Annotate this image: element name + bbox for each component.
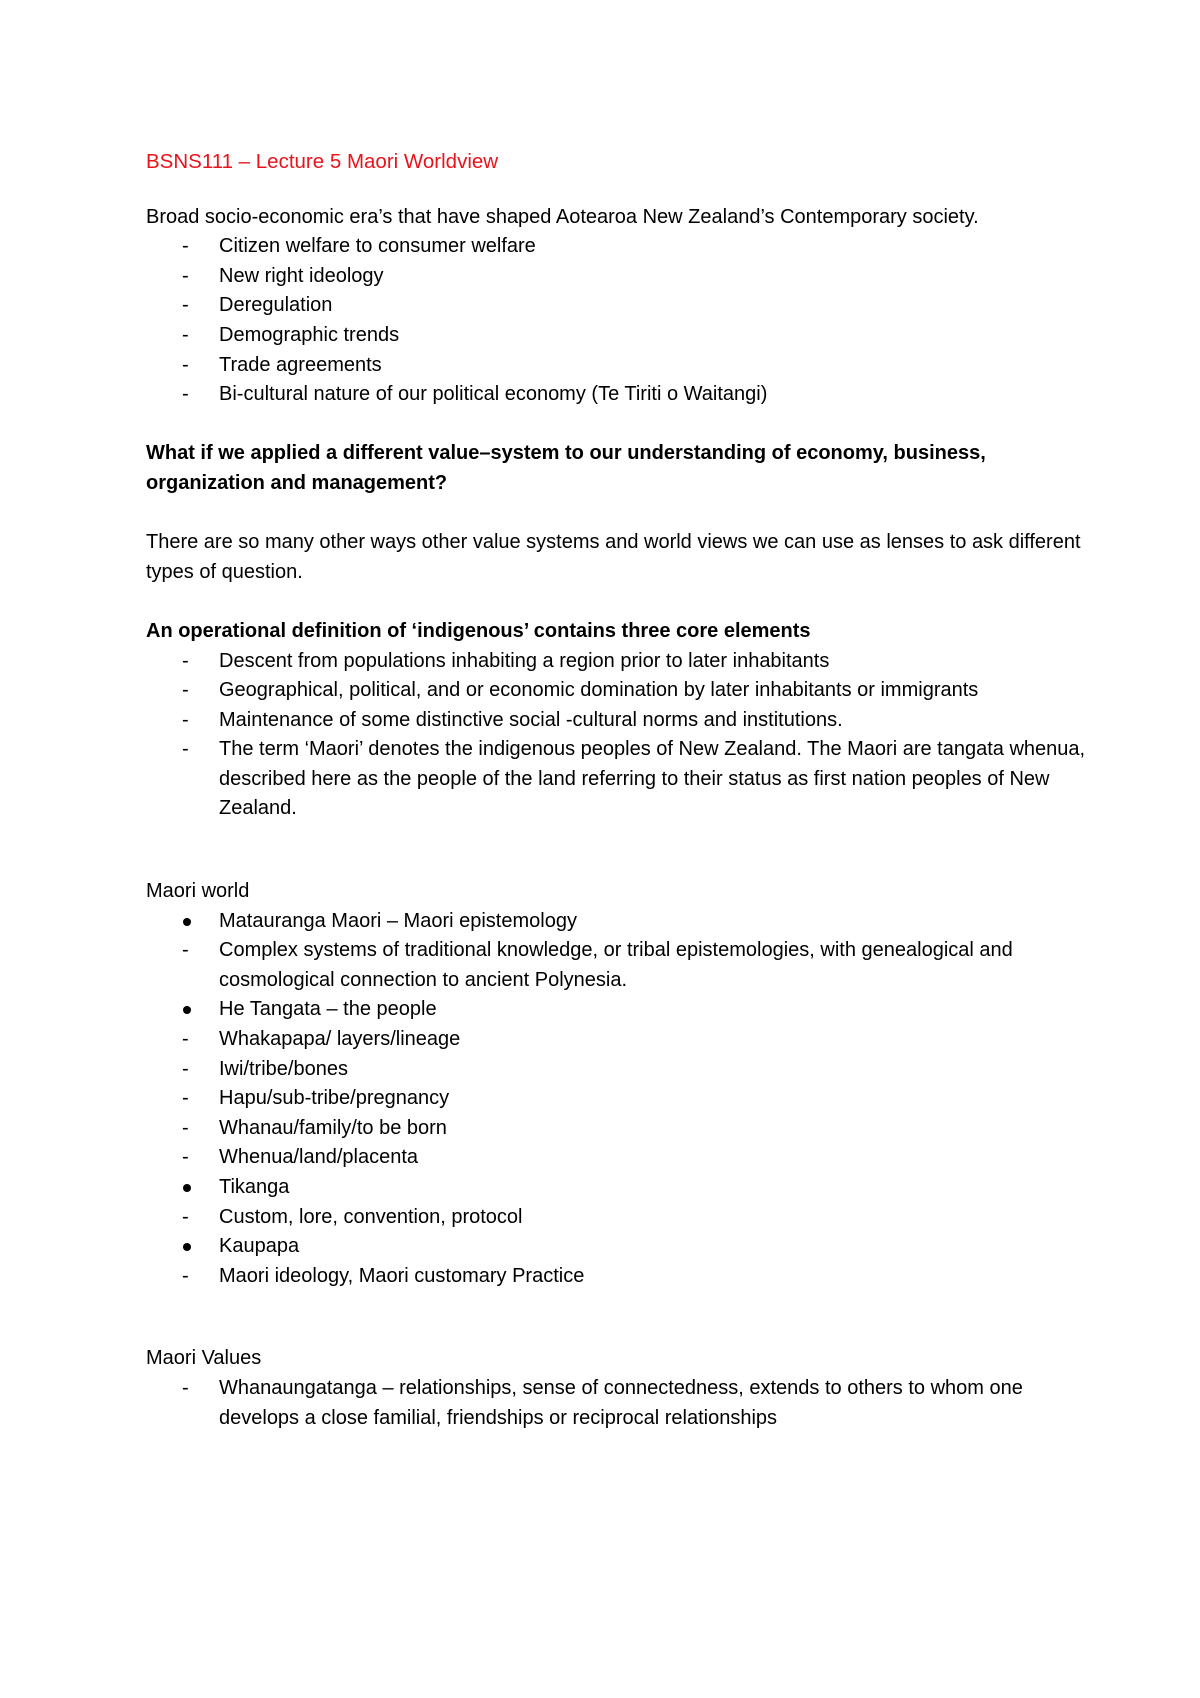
dash-marker: - bbox=[182, 708, 189, 731]
list-item: - Whanaungatanga – relationships, sense of connectedness, extends to others to whom one develops a close familial, friendships or reciprocal relationships bbox=[146, 1374, 1086, 1433]
indigenous-list bbox=[146, 647, 1086, 825]
dash-marker: - bbox=[182, 1146, 189, 1169]
eras-list bbox=[146, 232, 1086, 410]
list-item: - Complex systems of traditional knowledge, or tribal epistemologies, with genealogical and cosmological connection to ancient Polynesia. bbox=[146, 936, 1086, 995]
maori-values-list bbox=[146, 1374, 1086, 1433]
dash-marker: - bbox=[182, 1028, 189, 1051]
list-item: Tikanga bbox=[219, 1176, 290, 1198]
spacer bbox=[146, 1291, 1086, 1344]
list-item: - Whenua/land/placenta bbox=[146, 1143, 1086, 1173]
list-item: - Hapu/sub-tribe/pregnancy bbox=[146, 1084, 1086, 1114]
list-item: He Tangata – the people bbox=[219, 998, 437, 1021]
list-item: - Deregulation bbox=[146, 291, 1086, 321]
dash-marker: - bbox=[182, 1057, 189, 1080]
list-item: - The term ‘Maori’ denotes the indigenous peoples of New Zealand. The Maori are tangata whenua, described here as the people of the land referring to their status as first nation peoples of New Zealand. bbox=[146, 735, 1086, 824]
spacer bbox=[146, 824, 1086, 877]
document-page bbox=[146, 147, 1086, 1433]
list-item: - Descent from populations inhabiting a region prior to later inhabitants bbox=[146, 647, 1086, 677]
maori-values-heading: Maori Values bbox=[146, 1347, 262, 1370]
list-item: - Custom, lore, convention, protocol bbox=[146, 1203, 1086, 1233]
lenses-paragraph: There are so many other ways other value systems and world views we can use as lenses to ask different types of question. bbox=[146, 531, 1081, 583]
dash-marker: - bbox=[182, 1205, 189, 1228]
list-item: Matauranga Maori – Maori epistemology bbox=[219, 909, 577, 932]
dash-marker: - bbox=[182, 353, 189, 376]
spacer bbox=[146, 410, 1086, 440]
dash-marker: - bbox=[182, 1264, 189, 1287]
list-item: - Citizen welfare to consumer welfare bbox=[146, 232, 1086, 262]
spacer bbox=[146, 499, 1086, 529]
dash-marker: - bbox=[182, 1116, 189, 1139]
spacer bbox=[146, 587, 1086, 617]
list-item: - Geographical, political, and or economic domination by later inhabitants or immigrants bbox=[146, 676, 1086, 706]
value-system-question: What if we applied a different value–system to our understanding of economy, business, organization and management? bbox=[146, 442, 986, 494]
list-item: Kaupapa bbox=[219, 1235, 300, 1258]
eras-intro: Broad socio-economic era’s that have shaped Aotearoa New Zealand’s Contemporary society. bbox=[146, 205, 979, 228]
maori-world-list bbox=[146, 907, 1086, 1292]
dash-marker: - bbox=[182, 294, 189, 317]
dash-marker: - bbox=[182, 649, 189, 672]
dash-marker: - bbox=[182, 323, 189, 346]
list-item: - Whanau/family/to be born bbox=[146, 1114, 1086, 1144]
list-item: - Demographic trends bbox=[146, 321, 1086, 351]
dash-marker: - bbox=[182, 264, 189, 287]
list-item: - Iwi/tribe/bones bbox=[146, 1055, 1086, 1085]
dash-marker: - bbox=[182, 383, 189, 406]
list-item: - Whakapapa/ layers/lineage bbox=[146, 1025, 1086, 1055]
dash-marker: - bbox=[182, 679, 189, 702]
dash-marker: - bbox=[182, 738, 189, 761]
list-item: - Bi-cultural nature of our political economy (Te Tiriti o Waitangi) bbox=[146, 380, 1086, 410]
list-item: - Trade agreements bbox=[146, 351, 1086, 381]
dash-marker: - bbox=[182, 1376, 189, 1399]
list-item: - Maori ideology, Maori customary Practice bbox=[146, 1262, 1086, 1292]
list-item: - Maintenance of some distinctive social -cultural norms and institutions. bbox=[146, 706, 1086, 736]
dash-marker: - bbox=[182, 939, 189, 962]
dash-marker: - bbox=[182, 1087, 189, 1110]
list-item: - New right ideology bbox=[146, 262, 1086, 292]
document-title: BSNS111 – Lecture 5 Maori Worldview bbox=[146, 150, 499, 173]
indigenous-heading: An operational definition of ‘indigenous’ contains three core elements bbox=[146, 619, 811, 642]
maori-world-heading: Maori world bbox=[146, 880, 250, 903]
dash-marker: - bbox=[182, 235, 189, 258]
